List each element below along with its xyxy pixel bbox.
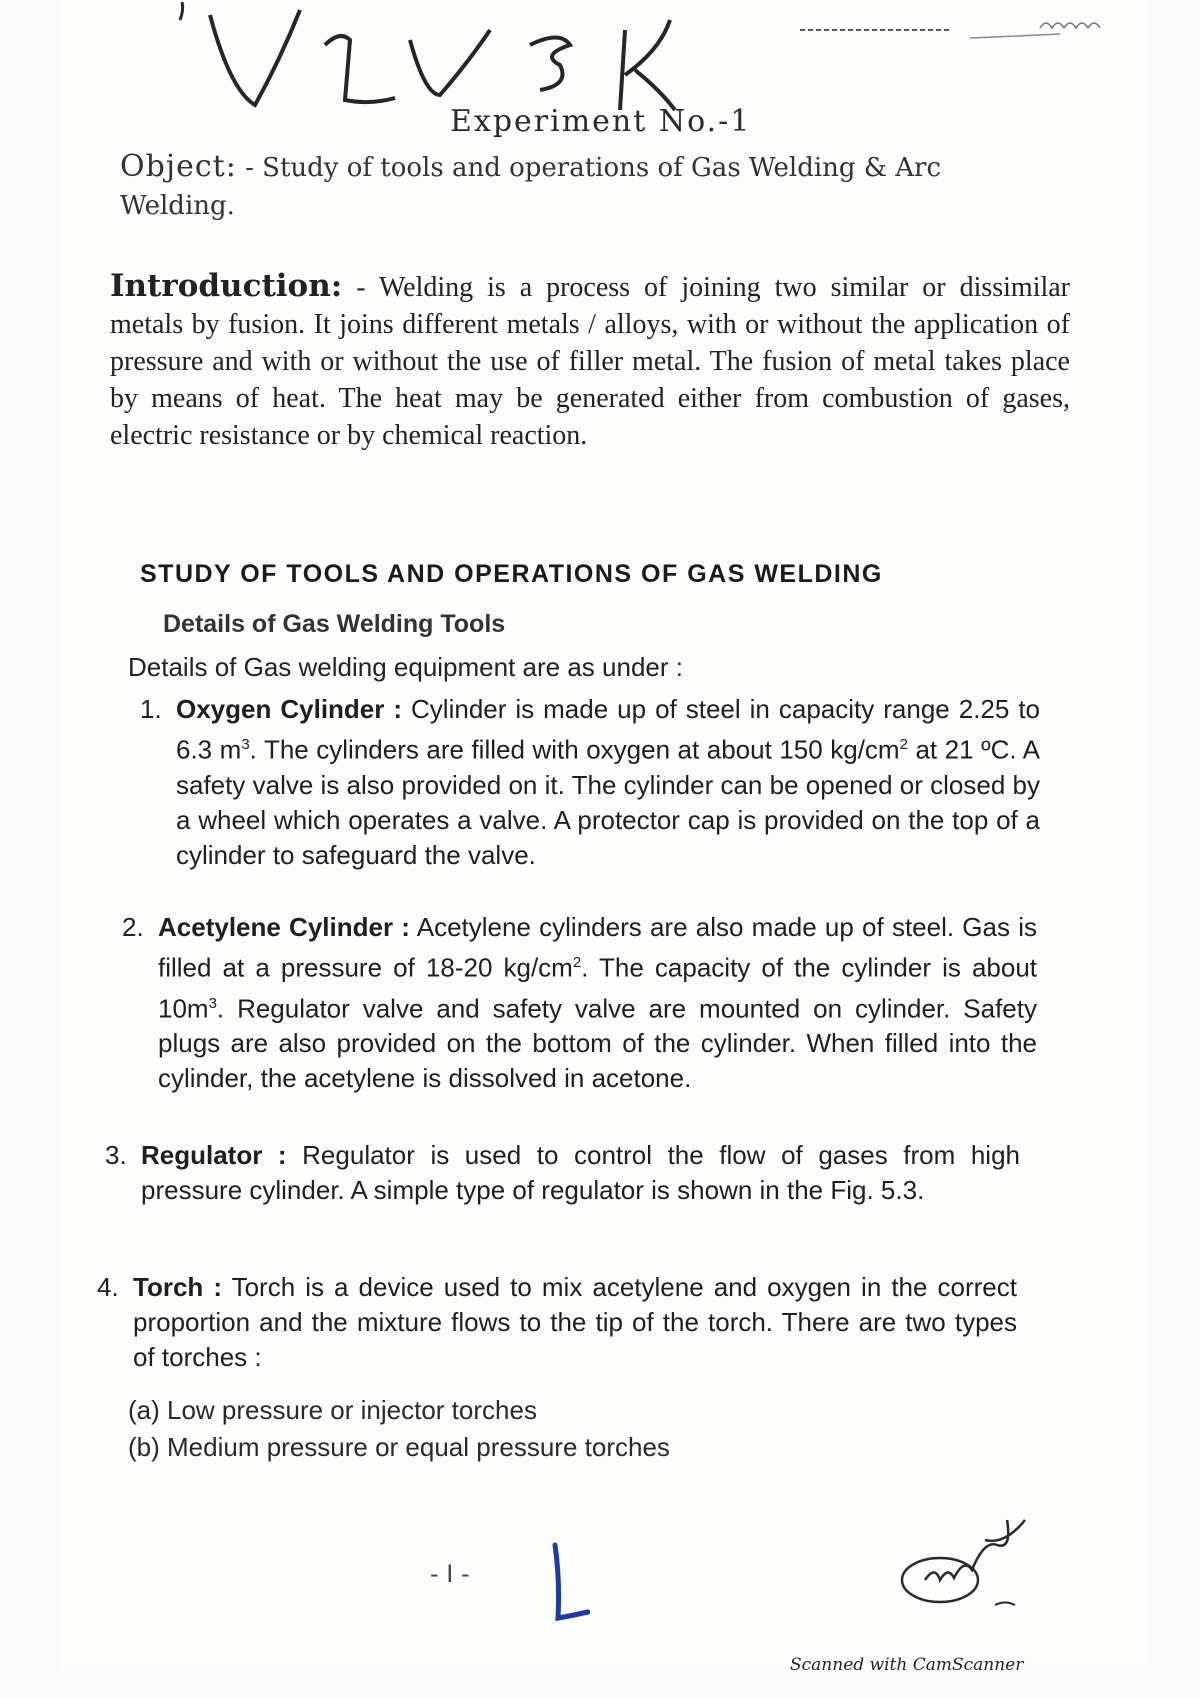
list-item-acetylene-cylinder: [122, 910, 1037, 1096]
list-item-text: at 21 ºC. A safety valve is also provided on it. The cylinder can be opened or closed by a wheel which operates a valve. A protector cap is provided on the top of a cylinder to safeguard the valve.: [176, 734, 1040, 870]
list-item-text: Regulator is used to control the flow of gases from high pressure cylinder. A simple type of regulator is shown in the Fig. 5.3.: [141, 1140, 1021, 1205]
introduction-label: Introduction:: [110, 268, 343, 304]
list-item-text: Torch is a device used to mix acetylene and oxygen in the correct proportion and the mixture flows to the tip of the torch. There are two types of torches :: [133, 1272, 1017, 1372]
superscript: 2: [572, 954, 582, 971]
introduction-text: - Welding is a process of joining two similar or dissimilar metals by fusion. It joins different metals / alloys, with or without the application of pressure and with or without the use of filler metal. The fusion of metal takes place by means of heat. The heat may be generated either from combustion of gases, electric resistance or by chemical reaction.: [110, 272, 1071, 451]
list-item-number: 1.: [140, 694, 162, 724]
list-item-term: Torch :: [133, 1272, 222, 1302]
introduction-paragraph: [110, 268, 1070, 454]
object-label: Object:: [120, 149, 237, 184]
scanned-watermark: Scanned with CamScanner: [790, 1655, 1024, 1675]
object-paragraph: [120, 148, 1000, 225]
experiment-title: Experiment No.-1: [450, 104, 752, 139]
handwritten-page-number: [530, 1540, 590, 1630]
superscript: 3: [241, 736, 250, 753]
signature: [895, 1510, 1045, 1620]
top-scribble: [800, 10, 1160, 55]
list-item-text: . The cylinders are filled with oxygen at about 150 kg/cm: [249, 734, 900, 765]
torch-type-a: (a) Low pressure or injector torches: [128, 1395, 537, 1425]
list-item-term: Regulator :: [141, 1140, 287, 1170]
superscript: 3: [208, 994, 217, 1012]
torch-type-b: (b) Medium pressure or equal pressure torches: [128, 1432, 670, 1462]
page-number: - I -: [430, 1560, 470, 1588]
list-item-number: 3.: [105, 1140, 127, 1170]
list-item-number: 4.: [97, 1272, 119, 1302]
object-text: - Study of tools and operations of Gas Welding & Arc Welding.: [120, 153, 942, 221]
list-item-term: Oxygen Cylinder :: [176, 694, 403, 724]
section-heading: STUDY OF TOOLS AND OPERATIONS OF GAS WELDING: [140, 560, 883, 588]
list-item-number: 2.: [122, 912, 144, 942]
list-item-regulator: [105, 1138, 1020, 1208]
list-item-text: . Regulator valve and safety valve are mounted on cylinder. Safety plugs are also provided on the bottom of the cylinder. When filled into the cylinder, the acetylene is dissolved in acetone.: [158, 993, 1037, 1094]
list-item-text: Acetylene cylinders are also made up of steel. Gas is filled at a pressure of 18-20 kg/cm: [158, 912, 1037, 983]
lead-sentence: Details of Gas welding equipment are as under :: [128, 652, 683, 682]
list-item-text: . The capacity of the cylinder is about 10m: [158, 952, 1038, 1024]
list-item-torch: [97, 1270, 1017, 1375]
list-item-text: Cylinder is made up of steel in capacity range 2.25 to 6.3 m: [176, 694, 1041, 765]
list-item-term: Acetylene Cylinder :: [158, 912, 410, 942]
subheading: Details of Gas Welding Tools: [163, 610, 506, 638]
list-item-oxygen-cylinder: [140, 692, 1040, 873]
superscript: 2: [899, 736, 908, 753]
handwritten-name-vivek: [170, 0, 730, 115]
